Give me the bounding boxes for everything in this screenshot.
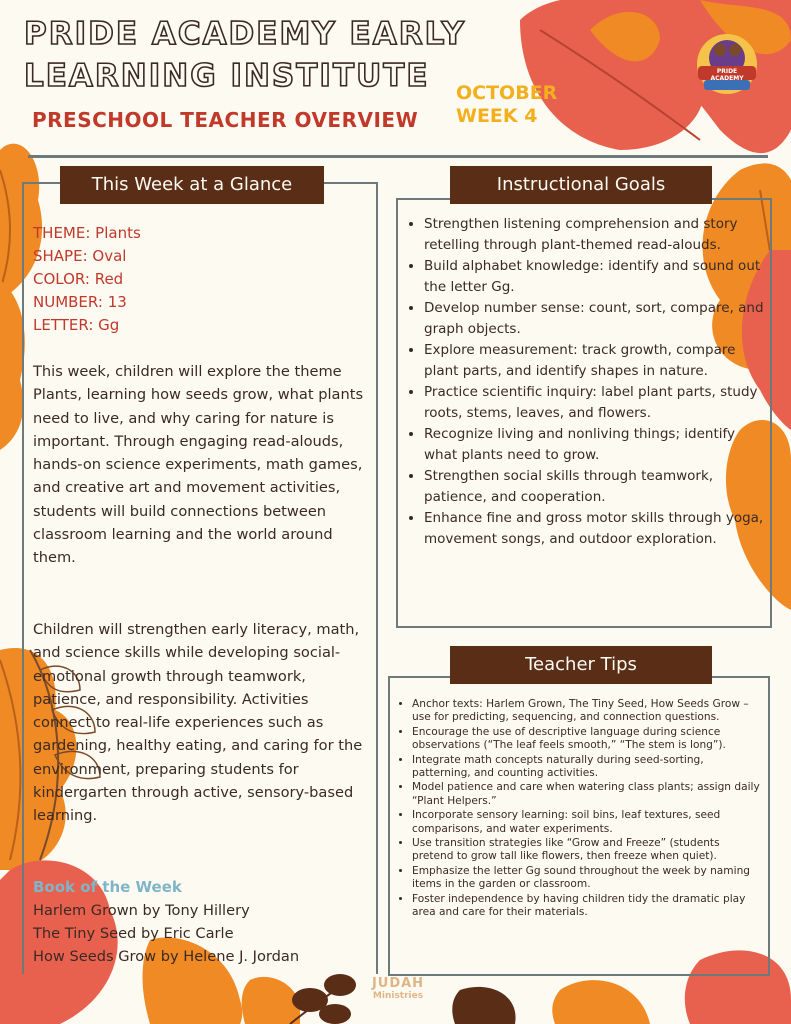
week-label bbox=[456, 82, 557, 128]
goals-list bbox=[402, 214, 768, 550]
tips-heading: Teacher Tips bbox=[450, 646, 712, 684]
glance-number: NUMBER: 13 bbox=[33, 293, 127, 311]
page-title-line2: LEARNING INSTITUTE bbox=[24, 58, 430, 94]
header-divider bbox=[28, 155, 768, 158]
book-heading: Book of the Week bbox=[33, 878, 182, 896]
goal-item: • Practice scientific inquiry: label plant parts, study roots, stems, leaves, and flowers. bbox=[424, 382, 768, 424]
tip-item: • Foster independence by having children tidy the dramatic play area and care for their materials. bbox=[412, 893, 764, 920]
glance-paragraph-2: Children will strengthen early literacy, math, and science skills while developing social-emotional growth through teamwork, patience, and responsibility. Activities connect to real-life experiences such as gardening, healthy eating, and caring for the environment, preparing students for kindergarten through active, sensory-based learning. bbox=[33, 621, 363, 825]
goal-item: • Strengthen listening comprehension and story retelling through plant-themed read-alouds. bbox=[424, 214, 768, 256]
glance-heading: This Week at a Glance bbox=[60, 166, 324, 204]
tip-item: • Anchor texts: Harlem Grown, The Tiny Seed, How Seeds Grow – use for predicting, sequencing, and connection questions. bbox=[412, 698, 764, 725]
tip-item: • Integrate math concepts naturally during seed-sorting, patterning, and counting activities. bbox=[412, 754, 764, 781]
tip-item: • Encourage the use of descriptive language during science observations (“The leaf feels smooth,” “The stem is long”). bbox=[412, 726, 764, 753]
book-of-week bbox=[33, 875, 363, 968]
page-subtitle: PRESCHOOL TEACHER OVERVIEW bbox=[32, 108, 419, 132]
logo-icon bbox=[690, 28, 764, 100]
goal-item: • Strengthen social skills through teamwork, patience, and cooperation. bbox=[424, 466, 768, 508]
goal-item: • Recognize living and nonliving things; identify what plants need to grow. bbox=[424, 424, 768, 466]
glance-theme: THEME: Plants bbox=[33, 224, 141, 242]
goal-item: • Explore measurement: track growth, compare plant parts, and identify shapes in nature. bbox=[424, 340, 768, 382]
watermark-title: JUDAH bbox=[371, 976, 425, 991]
glance-color: COLOR: Red bbox=[33, 270, 124, 288]
tips-list bbox=[394, 698, 764, 920]
watermark-subtitle: Ministries bbox=[372, 991, 424, 1001]
week-month: OCTOBER bbox=[456, 82, 558, 104]
logo-text: PRIDE ACADEMY bbox=[710, 68, 744, 82]
tips-list-wrap bbox=[394, 698, 764, 921]
tip-item: • Use transition strategies like “Grow and Freeze” (students pretend to grow tall like flowers, then freeze when quiet). bbox=[412, 837, 764, 864]
glance-facts bbox=[33, 222, 363, 337]
glance-paragraph-1: This week, children will explore the theme Plants, learning how seeds grow, what plants need to live, and why caring for nature is important. Through engaging read-alouds, hands-on science experiments, math games, and creative art and movement activities, students will build connections between classroom learning and the world around them. bbox=[33, 363, 364, 567]
goal-item: • Develop number sense: count, sort, compare, and graph objects. bbox=[424, 298, 768, 340]
goal-item: • Enhance fine and gross motor skills through yoga, movement songs, and outdoor exploration. bbox=[424, 508, 768, 550]
page-title-line1: PRIDE ACADEMY EARLY bbox=[24, 16, 466, 52]
leaf-bottom-brown-icon bbox=[290, 974, 356, 1024]
watermark bbox=[366, 976, 430, 1016]
book-item: How Seeds Grow by Helene J. Jordan bbox=[33, 948, 300, 965]
tip-item: • Emphasize the letter Gg sound throughout the week by naming items in the garden or classroom. bbox=[412, 865, 764, 892]
tip-item: • Incorporate sensory learning: soil bins, leaf textures, seed comparisons, and water experiments. bbox=[412, 809, 764, 836]
glance-letter: LETTER: Gg bbox=[33, 316, 120, 334]
glance-shape: SHAPE: Oval bbox=[33, 247, 127, 265]
tip-item: • Model patience and care when watering class plants; assign daily “Plant Helpers.” bbox=[412, 781, 764, 808]
week-number: WEEK 4 bbox=[456, 105, 538, 127]
leaf-bottom-right-orange-icon bbox=[552, 980, 650, 1024]
school-logo bbox=[690, 28, 764, 100]
goals-list-wrap bbox=[402, 214, 768, 550]
book-item: Harlem Grown by Tony Hillery bbox=[33, 902, 250, 919]
goals-heading: Instructional Goals bbox=[450, 166, 712, 204]
book-item: The Tiny Seed by Eric Carle bbox=[33, 925, 234, 942]
goal-item: • Build alphabet knowledge: identify and sound out the letter Gg. bbox=[424, 256, 768, 298]
leaf-bottom-right-brown-icon bbox=[452, 987, 515, 1024]
